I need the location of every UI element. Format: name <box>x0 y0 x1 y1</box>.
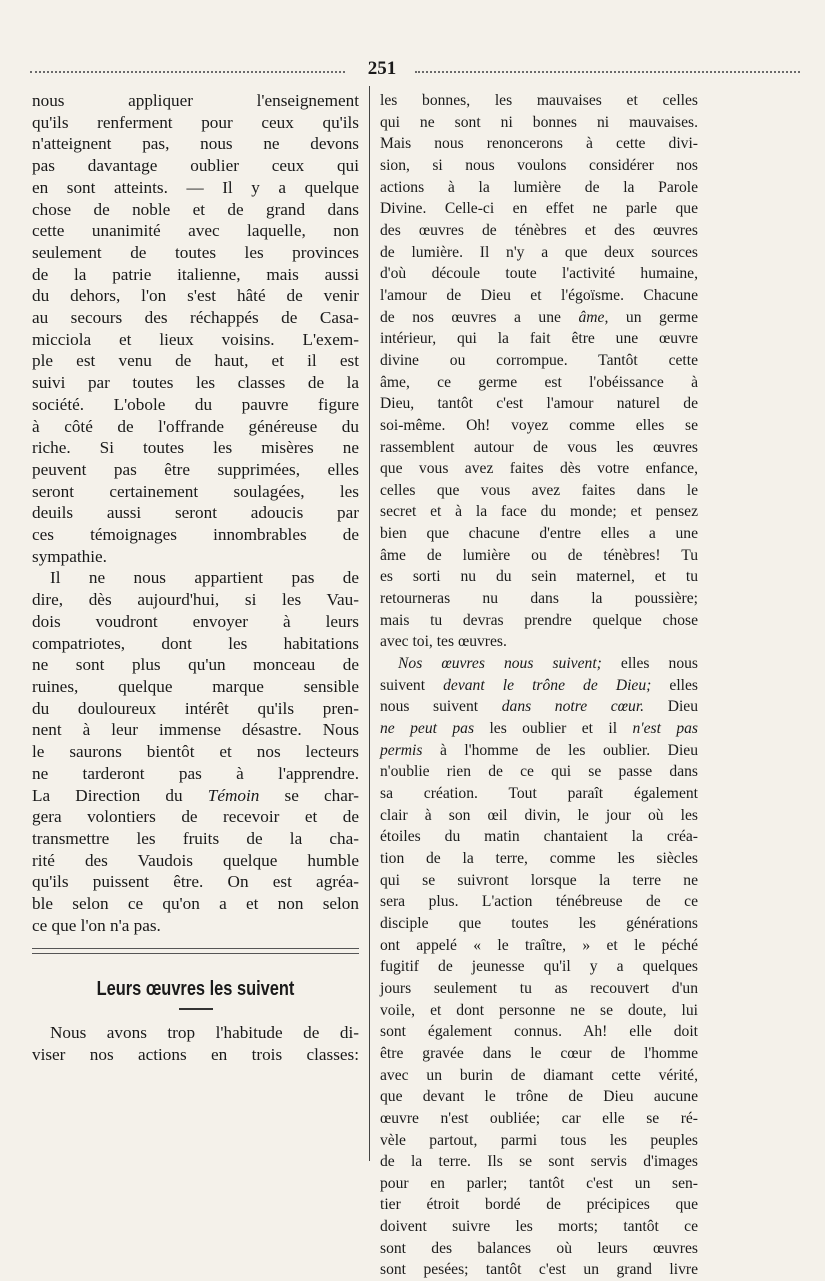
text-line: qu'ils renferment pour ceux qu'ils <box>32 112 359 132</box>
text-line: n'oublie rien de ce qui se passe dans <box>380 763 698 781</box>
text-line: soi-même. Oh! voyez comme elles se <box>380 416 698 434</box>
text-run: Dieu <box>667 698 698 716</box>
text-line: dire, dès aujourd'hui, si les Vau- <box>32 590 359 610</box>
text-line: peuvent pas être supprimées, elles <box>32 459 359 479</box>
text-line: seront certainement soulagées, les <box>32 481 359 501</box>
section-separator <box>32 948 359 954</box>
text-line: divine ou corrompue. Tantôt cette <box>380 351 698 369</box>
text-run: nous suivent <box>380 698 479 716</box>
text-line: qu'ils puissent être. On est agréa- <box>32 872 359 892</box>
text-line: ne sont plus qu'un monceau de <box>32 655 359 675</box>
text-line: nous appliquer l'enseignement <box>32 91 359 110</box>
text-line: clair à son œil divin, le jour où les <box>380 806 698 824</box>
text-line: que vous avez faites dès votre enfance, <box>380 460 698 478</box>
text-run: elles <box>669 676 698 694</box>
text-line: ce que l'on n'a pas. <box>32 915 161 935</box>
text-line: qui ne sont ni bonnes ni mauvaises. <box>380 113 698 131</box>
text-line: ces témoignages innombrables de <box>32 525 359 545</box>
text-line: du douloureux intérêt qu'ils pren- <box>32 698 359 718</box>
text-line <box>380 740 698 762</box>
text-line: que devant le trône de Dieu aucune <box>380 1088 698 1106</box>
text-line: dois voudront envoyer à leurs <box>32 611 359 631</box>
text-line: l'amour de Dieu et l'égoïsme. Chacune <box>380 286 698 304</box>
text-line: ont appelé « le traître, » et le péché <box>380 936 698 954</box>
text-line: micciola et lieux voisins. L'exem- <box>32 329 359 349</box>
text-line: qui se suivront lorsque la terre ne <box>380 871 698 889</box>
header-rule-right <box>415 71 800 73</box>
text-line: doivent suivre les morts; tantôt ce <box>380 1218 698 1236</box>
text-line: rité des Vaudois quelque humble <box>32 850 359 870</box>
emphasis-text: Nos œuvres nous suivent; <box>398 655 602 673</box>
text-run: La Direction du <box>32 785 183 805</box>
text-line <box>380 675 698 697</box>
text-line: rassemblent autour de vous les œuvres <box>380 438 698 456</box>
text-line: voile, et dont personne ne se doute, lui <box>380 1001 698 1019</box>
text-line: ble selon ce qu'on a et non selon <box>32 894 359 914</box>
text-line: pour en parler; tantôt c'est un sen- <box>380 1174 698 1192</box>
text-line: sont pesées; tantôt c'est un grand livre <box>380 1261 698 1279</box>
section-title: Leurs œuvres les suivent <box>96 978 295 1001</box>
text-run: elles nous <box>620 655 698 673</box>
text-line: de la patrie italienne, mais aussi <box>32 264 359 284</box>
text-line: Dieu, tantôt c'est l'amour naturel de <box>380 395 698 413</box>
text-line: suivi par toutes les classes de la <box>32 373 359 393</box>
text-line: sont également connus. Ah! elle doit <box>380 1023 698 1041</box>
text-line: du dehors, l'on s'est hâté de venir <box>32 286 359 306</box>
text-line <box>380 718 698 740</box>
text-line: n'atteignent pas, nous ne devons <box>32 134 359 154</box>
left-column <box>32 90 359 1066</box>
header-rule-left <box>30 71 345 73</box>
text-line: Divine. Celle-ci en effet ne parle que <box>380 200 698 218</box>
text-line: sa création. Tout paraît également <box>380 785 698 802</box>
text-line: les bonnes, les mauvaises et celles <box>380 92 698 109</box>
text-line: fugitif de jeunesse qu'il y a quelques <box>380 958 698 976</box>
emphasis-text: dans notre cœur. <box>501 698 645 716</box>
text-line: âme de lumière ou de ténèbres! Tu <box>380 546 698 564</box>
text-line: sion, si nous voulons considérer nos <box>380 156 698 174</box>
text-line: tier étroit bordé de précipices que <box>380 1196 698 1214</box>
text-line: au secours des réchappés de Casa- <box>32 308 359 328</box>
title-rule <box>179 1008 213 1010</box>
text-line: Nous avons trop l'habitude de di- <box>50 1023 359 1043</box>
emphasis-ame: âme, <box>578 308 609 326</box>
page-number: 251 <box>367 58 397 79</box>
text-line: étoiles du matin chantaient la créa- <box>380 828 698 846</box>
text-run: suivent <box>380 676 426 694</box>
paragraph-nos-oeuvres <box>380 653 698 1281</box>
text-line <box>32 785 359 807</box>
text-line <box>380 307 698 329</box>
text-line: avec un burin de diamant cette vérité, <box>380 1066 698 1084</box>
text-run: de nos œuvres a une <box>380 308 561 326</box>
text-line: sympathie. <box>32 546 107 566</box>
emphasis-text: devant le trône de Dieu; <box>443 676 652 694</box>
text-line: des œuvres de ténèbres et des œuvres <box>380 221 698 239</box>
text-line: deuils aussi seront adoucis par <box>32 503 359 523</box>
text-line: âme, ce germe est l'obéissance à <box>380 373 698 391</box>
text-line: seulement de toutes les provinces <box>32 242 359 262</box>
text-line: celles que vous avez faites dans le <box>380 481 698 499</box>
text-run: se char- <box>284 785 359 805</box>
text-line: être gravée dans le cœur de l'homme <box>380 1044 698 1062</box>
emphasis-text: n'est pas <box>632 720 699 738</box>
text-line: pas davantage oublier ceux qui <box>32 156 359 176</box>
text-line: société. L'obole du pauvre figure <box>32 394 359 414</box>
text-run: les oublier et il <box>489 720 618 738</box>
text-line: mais tu devras prendre quelque chose <box>380 611 698 629</box>
text-line <box>380 696 698 718</box>
emphasis-text: ne peut pas <box>380 720 475 738</box>
column-divider <box>369 86 370 1161</box>
text-line: intérieur, qui la fait être une œuvre <box>380 330 698 348</box>
emphasis-text: permis <box>380 741 423 759</box>
page-header <box>30 58 800 82</box>
text-line: retourneras nu dans la poussière; <box>380 590 698 608</box>
text-line: Il ne nous appartient pas de <box>50 568 359 588</box>
text-line: de lumière. Il n'y a que deux sources <box>380 243 698 261</box>
text-line: viser nos actions en trois classes: <box>32 1045 359 1065</box>
paragraph-continuation <box>32 90 359 567</box>
text-line: transmettre les fruits de la cha- <box>32 828 359 848</box>
text-line: à côté de l'offrande généreuse du <box>32 416 359 436</box>
text-line: sera plus. L'action ténébreuse de ce <box>380 893 698 911</box>
text-line: cette unanimité avec laquelle, non <box>32 221 359 241</box>
text-line: œuvre n'est oubliée; car elle se ré- <box>380 1109 698 1127</box>
text-line: en sont atteints. — Il y a quelque <box>32 177 359 197</box>
text-line: compatriotes, dont les habitations <box>32 633 359 653</box>
text-line: disciple que toutes les générations <box>380 914 698 932</box>
text-line: jours seulement tu as recouvert d'un <box>380 979 698 997</box>
text-line: avec toi, tes œuvres. <box>380 633 507 651</box>
text-line: ruines, quelque marque sensible <box>32 676 359 696</box>
text-line: ple est venu de haut, et il est <box>32 351 359 371</box>
text-line: Mais nous renoncerons à cette divi- <box>380 135 698 153</box>
text-run: un germe <box>625 308 698 326</box>
paragraph-direction-temoin <box>32 567 359 936</box>
right-column <box>380 90 698 1281</box>
text-line: tion de la terre, comme les siècles <box>380 849 698 867</box>
text-line: chose de noble et de grand dans <box>32 199 359 219</box>
journal-name: Témoin <box>207 785 260 805</box>
text-line: d'où découle toute l'activité humaine, <box>380 265 698 283</box>
text-line: nent à leur immense désastre. Nous <box>32 720 359 740</box>
text-line: actions à la lumière de la Parole <box>380 178 698 196</box>
text-line: bien que chacune d'entre elles a une <box>380 525 698 543</box>
text-run: à l'homme de les oublier. Dieu <box>439 741 698 759</box>
text-line: ne tarderont pas à l'apprendre. <box>32 763 359 783</box>
text-line: es sorti nu du sein maternel, et tu <box>380 568 698 586</box>
paragraph-article-start <box>32 1022 359 1065</box>
text-line: riche. Si toutes les misères ne <box>32 438 359 458</box>
text-line: secret et à la face du monde; et pensez <box>380 503 698 521</box>
text-line: le saurons bientôt et nos lecteurs <box>32 742 359 762</box>
paragraph-article-continuation <box>380 90 698 653</box>
text-line: vèle partout, parmi tous les peuples <box>380 1131 698 1149</box>
text-line: de la terre. Ils se sont servis d'images <box>380 1153 698 1171</box>
text-line <box>380 653 698 675</box>
text-line: sont des balances où leurs œuvres <box>380 1239 698 1257</box>
text-line: gera volontiers de recevoir et de <box>32 807 359 827</box>
